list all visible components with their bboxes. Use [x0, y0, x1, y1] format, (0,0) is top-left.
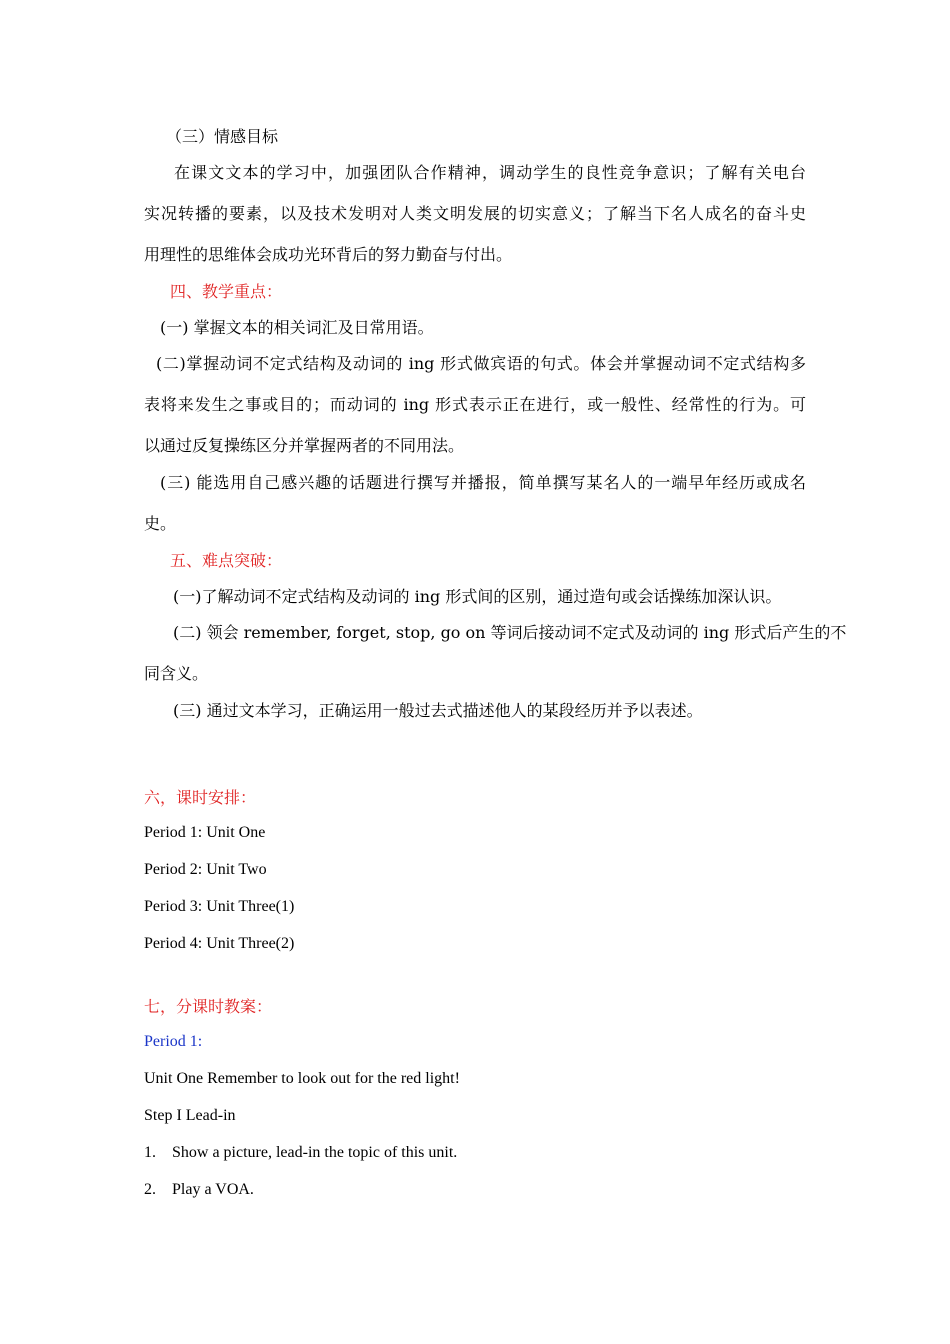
list-item	[144, 1180, 254, 1200]
affective-goal-paragraph-line-2: 实况转播的要素，以及技术发明对人类文明发展的切实意义；了解当下名人成名的奋斗史	[144, 204, 806, 223]
difficult-point-1: (一)了解动词不定式结构及动词的 ing 形式间的区别，通过造句或会话操练加深认识。	[173, 587, 782, 606]
key-point-2-line-2: 表将来发生之事或目的；而动词的 ing 形式表示正在进行，或一般性、经常性的行为。可	[144, 395, 806, 414]
key-point-1: (一) 掌握文本的相关词汇及日常用语。	[160, 318, 434, 337]
difficult-point-3: (三) 通过文本学习，正确运用一般过去式描述他人的某段经历并予以表述。	[173, 701, 703, 720]
affective-goal-paragraph-line-3: 用理性的思维体会成功光环背后的努力勤奋与付出。	[144, 245, 513, 264]
difficult-point-2-line-1: (二) 领会 remember, forget, stop, go on 等词后接动词不定式及动词的 ing 形式后产生的不	[173, 623, 847, 642]
schedule-item: Period 3: Unit Three(1)	[144, 898, 295, 915]
list-item-text: Play a VOA.	[172, 1181, 254, 1198]
difficult-point-2-line-2: 同含义。	[144, 664, 209, 683]
schedule-item: Period 4: Unit Three(2)	[144, 935, 295, 952]
list-item-number: 2.	[144, 1181, 156, 1198]
list-item-text: Show a picture, lead-in the topic of this unit.	[172, 1144, 458, 1161]
teaching-key-points-heading: 四、教学重点：	[170, 282, 283, 301]
lesson-plans-heading: 七，分课时教案：	[144, 997, 273, 1016]
key-point-3-line-2: 史。	[144, 514, 177, 533]
affective-goal-paragraph-line-1: 在课文文本的学习中，加强团队合作精神，调动学生的良性竞争意识；了解有关电台	[174, 163, 806, 182]
step-title: Step I Lead-in	[144, 1107, 236, 1124]
key-point-3-line-1: (三) 能选用自己感兴趣的话题进行撰写并播报，简单撰写某名人的一端早年经历或成名	[160, 473, 806, 492]
list-item-number: 1.	[144, 1144, 156, 1161]
schedule-item: Period 2: Unit Two	[144, 861, 267, 878]
key-point-2-line-1: (二)掌握动词不定式结构及动词的 ing 形式做宾语的句式。体会并掌握动词不定式结构多	[156, 354, 806, 373]
list-item	[144, 1143, 457, 1163]
period-label: Period 1:	[144, 1033, 203, 1050]
key-point-2-line-3: 以通过反复操练区分并掌握两者的不同用法。	[144, 436, 465, 455]
lesson-schedule-heading: 六，课时安排：	[144, 788, 257, 807]
unit-title: Unit One Remember to look out for the red light!	[144, 1070, 460, 1087]
affective-goal-heading: （三）情感目标	[166, 127, 279, 146]
difficult-points-heading: 五、难点突破：	[170, 551, 283, 570]
schedule-item: Period 1: Unit One	[144, 824, 266, 841]
